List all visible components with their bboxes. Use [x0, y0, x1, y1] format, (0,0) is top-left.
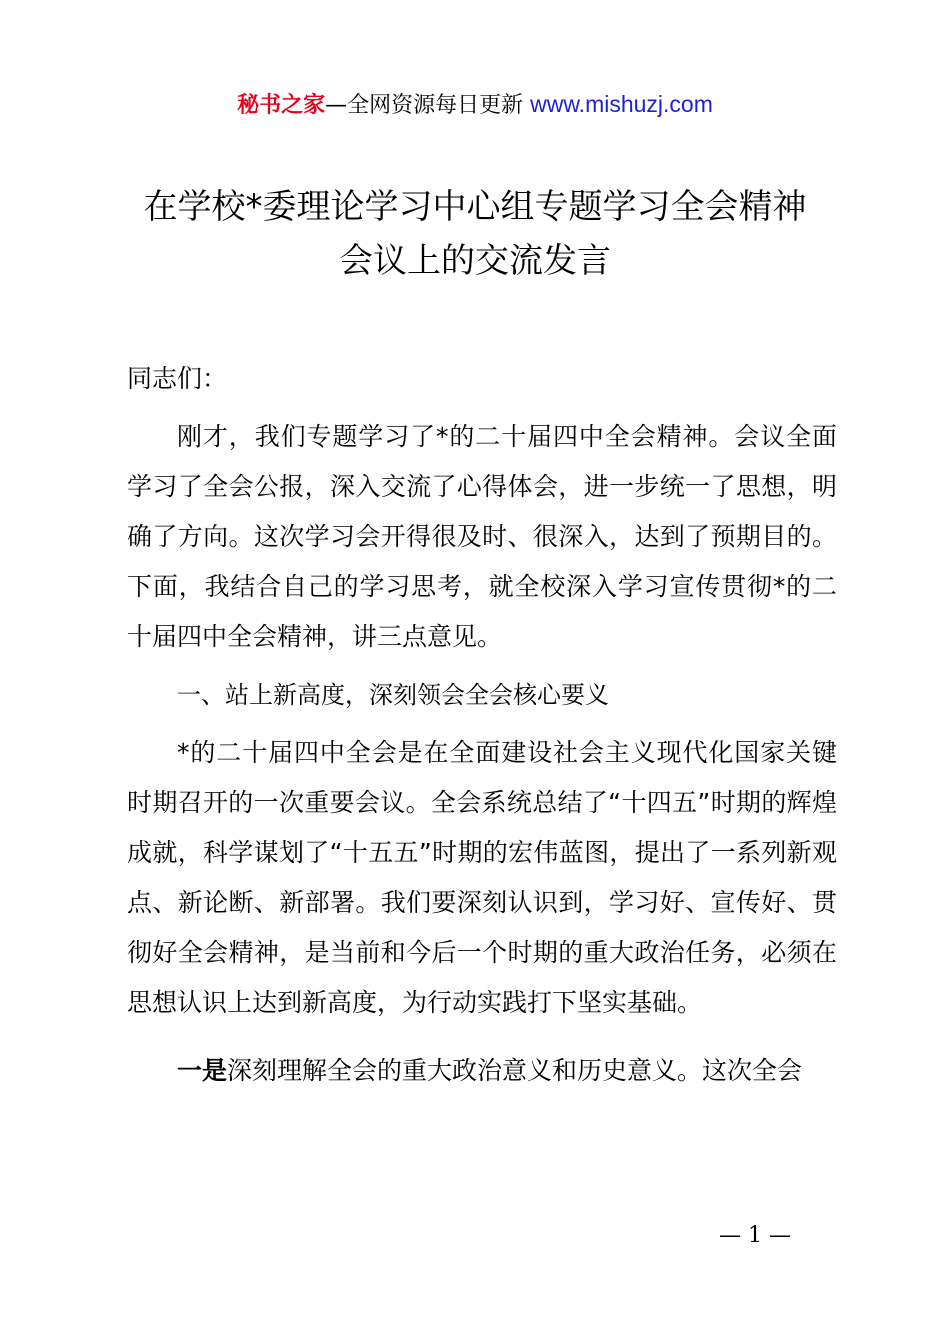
site-brand: 秘书之家: [237, 93, 326, 118]
page-number: — 1 —: [719, 1223, 791, 1248]
site-tagline: —全网资源每日更新: [325, 93, 531, 118]
title-line-1: 在学校*委理论学习中心组专题学习全会精神: [143, 187, 807, 227]
document-title: [0, 180, 950, 288]
document-body: [127, 354, 837, 1096]
paragraph-point-1: [127, 1046, 837, 1096]
site-url-link[interactable]: www.mishuzj.com: [530, 91, 713, 117]
salutation: 同志们：: [127, 364, 228, 393]
paragraph-intro: 刚才，我们专题学习了*的二十届四中全会精神。会议全面学习了全会公报，深入交流了心得体会，进一步统一了思想，明确了方向。这次学习会开得很及时、很深入，达到了预期目的。下面，我结合自己的学习思考，就全校深入学习宣传贯彻*的二十届四中全会精神，讲三点意见。: [127, 422, 837, 651]
point-1-text: 深刻理解全会的重大政治意义和历史意义。这次全会: [227, 1056, 803, 1085]
site-header: [0, 86, 950, 124]
title-line-2: 会议上的交流发言: [339, 241, 611, 281]
section-heading-1: 一、站上新高度，深刻领会全会核心要义: [177, 681, 609, 709]
point-1-label: 一是: [177, 1056, 228, 1085]
paragraph-section-1: *的二十届四中全会是在全面建设社会主义现代化国家关键时期召开的一次重要会议。全会系统总结了“十四五”时期的辉煌成就，科学谋划了“十五五”时期的宏伟蓝图，提出了一系列新观点、新论断、新部署。我们要深刻认识到，学习好、宣传好、贯彻好全会精神，是当前和今后一个时期的重大政治任务，必须在思想认识上达到新高度，为行动实践打下坚实基础。: [127, 738, 837, 1017]
